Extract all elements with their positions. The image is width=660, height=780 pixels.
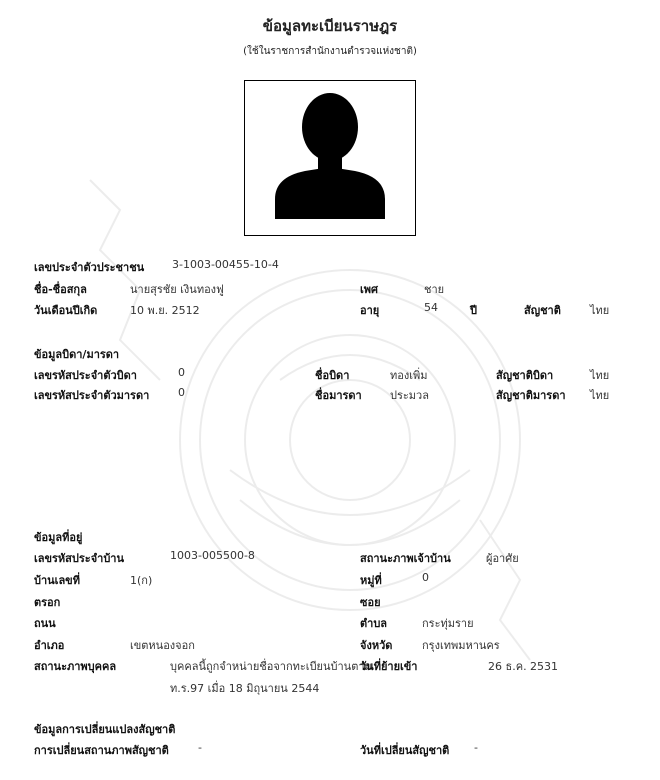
nationality-change-date-value: - xyxy=(474,741,478,754)
province-label: จังหวัด xyxy=(360,639,393,652)
father-nationality-label: สัญชาติบิดา xyxy=(496,369,554,382)
dob-label: วันเดือนปีเกิด xyxy=(34,304,98,317)
mother-nationality-label: สัญชาติมารดา xyxy=(496,389,566,402)
father-id-value: 0 xyxy=(178,366,185,379)
father-nationality-value: ไทย xyxy=(590,369,610,382)
nationality-change-section-title: ข้อมูลการเปลี่ยนแปลงสัญชาติ xyxy=(34,723,176,736)
mother-id-value: 0 xyxy=(178,386,185,399)
mother-nationality-value: ไทย xyxy=(590,389,610,402)
nationality-value: ไทย xyxy=(590,304,610,317)
mother-name-value: ประมวล xyxy=(390,389,429,402)
person-status-line1: บุคคลนี้ถูกจำหน่ายชื่อจากทะเบียนบ้านตาม xyxy=(170,660,372,673)
person-silhouette-icon xyxy=(245,81,415,235)
name-value: นายสุรชัย เงินทองฟู xyxy=(130,283,224,296)
dob-value: 10 พ.ย. 2512 xyxy=(130,304,200,317)
nationality-change-date-label: วันที่เปลี่ยนสัญชาติ xyxy=(360,744,450,757)
moo-label: หมู่ที่ xyxy=(360,574,382,587)
person-status-label: สถานะภาพบุคคล xyxy=(34,660,117,673)
house-code-value: 1003-005500-8 xyxy=(170,549,255,562)
tambon-label: ตำบล xyxy=(360,617,388,630)
id-number-value: 3-1003-00455-10-4 xyxy=(172,258,279,271)
father-name-label: ชื่อบิดา xyxy=(315,369,350,382)
address-section-title: ข้อมูลที่อยู่ xyxy=(34,531,83,544)
nationality-status-change-label: การเปลี่ยนสถานภาพสัญชาติ xyxy=(34,744,169,757)
move-in-value: 26 ธ.ค. 2531 xyxy=(488,660,559,673)
amphoe-value: เขตหนองจอก xyxy=(130,639,195,652)
mother-name-label: ชื่อมารดา xyxy=(315,389,362,402)
owner-status-label: สถานะภาพเจ้าบ้าน xyxy=(360,552,451,565)
person-status-line2: ท.ร.97 เมื่อ 18 มิถุนายน 2544 xyxy=(170,682,320,695)
age-label: อายุ xyxy=(360,304,380,317)
photo-frame xyxy=(244,80,416,236)
id-number-label: เลขประจำตัวประชาชน xyxy=(34,261,145,274)
house-code-label: เลขรหัสประจำบ้าน xyxy=(34,552,124,565)
province-value: กรุงเทพมหานคร xyxy=(422,639,500,652)
mother-id-label: เลขรหัสประจำตัวมารดา xyxy=(34,389,150,402)
amphoe-label: อำเภอ xyxy=(34,639,65,652)
father-name-value: ทองเพิ่ม xyxy=(390,369,428,382)
move-in-label: วันที่ย้ายเข้า xyxy=(360,660,418,673)
house-number-value: 1(ก) xyxy=(130,574,153,587)
age-unit: ปี xyxy=(470,304,477,317)
father-id-label: เลขรหัสประจำตัวบิดา xyxy=(34,369,137,382)
soi-label: ซอย xyxy=(360,596,381,609)
trok-label: ตรอก xyxy=(34,596,61,609)
sex-label: เพศ xyxy=(360,283,378,296)
age-value: 54 xyxy=(424,301,438,314)
tambon-value: กระทุ่มราย xyxy=(422,617,474,630)
owner-status-value: ผู้อาศัย xyxy=(486,552,519,565)
moo-value: 0 xyxy=(422,571,429,584)
house-number-label: บ้านเลขที่ xyxy=(34,574,80,587)
road-label: ถนน xyxy=(34,617,56,630)
document-title: ข้อมูลทะเบียนราษฎร xyxy=(262,17,398,35)
sex-value: ชาย xyxy=(424,283,445,296)
parents-section-title: ข้อมูลบิดา/มารดา xyxy=(34,348,120,361)
document-subtitle: (ใช้ในราชการสำนักงานตำรวจแห่งชาติ) xyxy=(243,46,417,57)
name-label: ชื่อ-ชื่อสกุล xyxy=(34,283,87,296)
nationality-label: สัญชาติ xyxy=(524,304,561,317)
nationality-status-change-value: - xyxy=(198,741,202,754)
